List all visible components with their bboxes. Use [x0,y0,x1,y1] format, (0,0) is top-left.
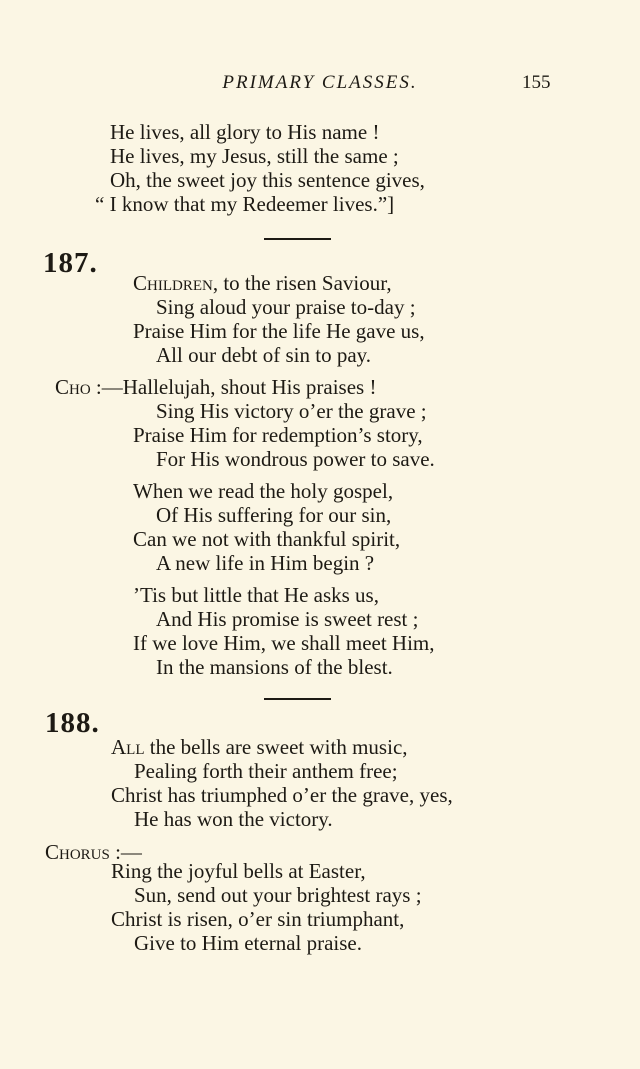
hymn-first-line-rest: the bells are sweet with music, [144,735,408,759]
page-number: 155 [522,72,551,93]
hymn-number: 188. [45,707,100,739]
hymn-first-line [111,735,408,759]
verse-line: When we read the holy gospel, [133,479,394,503]
verse-line: Can we not with thankful spirit, [133,527,401,551]
hymn-first-line-rest: , to the risen Saviour, [212,271,392,295]
chorus-line: Praise Him for redemption’s story, [133,423,423,447]
verse-line: And His promise is sweet rest ; [156,607,419,631]
hymn-line: All our debt of sin to pay. [156,343,372,367]
running-header: PRIMARY CLASSES. [222,72,418,93]
chorus-first-text: Hallelujah, shout His praises ! [122,375,377,399]
verse-line: ’Tis but little that He asks us, [133,583,379,607]
hymn-first-word: All [111,735,145,759]
prev-hymn-line: “ I know that my Redeemer lives.”] [95,192,395,216]
prev-hymn-line: He lives, all glory to His name ! [110,120,380,144]
hymn-line: Praise Him for the life He gave us, [133,319,425,343]
verse-line: In the mansions of the blest. [156,655,393,679]
prev-hymn-line: Oh, the sweet joy this sentence gives, [110,168,425,192]
hymn-line: Christ has triumphed o’er the grave, yes, [111,783,453,807]
hymn-number: 187. [43,247,98,279]
chorus-line: Sing His victory o’er the grave ; [156,399,427,423]
chorus-line: Ring the joyful bells at Easter, [111,859,366,883]
hymn-first-line [133,271,392,295]
prev-hymn-line: He lives, my Jesus, still the same ; [110,144,399,168]
hymn-line: Sing aloud your praise to-day ; [156,295,416,319]
verse-line: If we love Him, we shall meet Him, [133,631,435,655]
chorus-line: Christ is risen, o’er sin triumphant, [111,907,405,931]
chorus-line: Give to Him eternal praise. [134,931,363,955]
chorus-line: Sun, send out your brightest rays ; [134,883,422,907]
hymn-first-word: Children [133,271,213,295]
chorus-label: Chorus :— [45,840,142,864]
chorus-line: For His wondrous power to save. [156,447,435,471]
section-divider [264,698,331,700]
verse-line: Of His suffering for our sin, [156,503,392,527]
section-divider [264,238,331,240]
chorus-first-line [55,375,376,399]
chorus-label: Cho :— [55,375,123,399]
hymn-line: Pealing forth their anthem free; [134,759,398,783]
verse-line: A new life in Him begin ? [156,551,375,575]
hymn-line: He has won the victory. [134,807,333,831]
